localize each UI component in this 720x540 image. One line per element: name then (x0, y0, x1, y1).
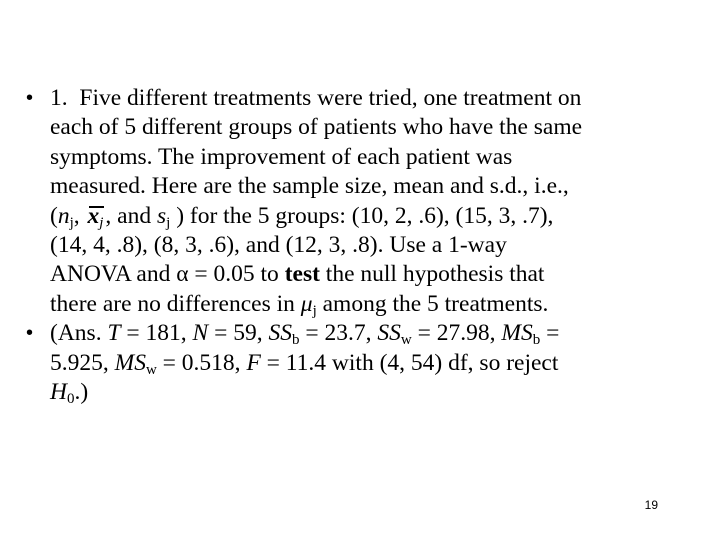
ssb-symbol: SS (268, 320, 292, 347)
problem-data: ) for the 5 groups: (10, 2, .6), (15, 3, .7), (14, 4, .8), (8, 3, .6), and (12, 3, .8). Use a 1-way ANOVA and α = 0.05 to (50, 202, 554, 288)
msb-symbol: MS (501, 320, 533, 347)
T-symbol: T (107, 320, 121, 347)
s-subscript: j (166, 214, 171, 231)
bullet-answer: • (Ans. T = 181, N = 59, $SS_b = 23.7$, $SS_w = 27.98$, $MS_b = 5.925$, $MS_w = 0.518$, F = 11.4 with (4, 54) df, so reject $H_0$.) (26, 320, 560, 408)
n-subscript: j (69, 214, 74, 231)
problem-number: 1. (50, 85, 68, 111)
x-bar-symbol: $x_j$ (87, 202, 104, 231)
F-symbol: F (246, 349, 261, 376)
N-symbol: N (192, 320, 209, 347)
bullet-dot: • (26, 87, 34, 109)
bullet-dot: • (26, 322, 34, 345)
H-symbol: H (50, 379, 67, 406)
test-word: test (284, 261, 320, 288)
bullet-list (26, 84, 586, 407)
mu-symbol: μ (300, 290, 313, 317)
msw-symbol: MS (114, 349, 146, 376)
mu-subscript: j (312, 302, 317, 319)
page-number: 19 (644, 498, 658, 512)
problem-intro: Five different treatments were tried, one treatment on each of 5 different groups of patients who have the same symptoms. The improvement of each patient was measured. Here are the sample size, mean and s.d., i.e., (50, 85, 583, 200)
ssw-symbol: SS (377, 320, 401, 347)
n-symbol: n (57, 202, 70, 229)
bullet-problem: • 1. Five different treatments were tried, one treatment on each of 5 different groups of patients who have the same symptoms. The improvement of each patient was measured. Here are the sample size, mean and s.d., i.e., ($n_j$, $x_j$, and $s_j$ ) for the 5 groups: (10, 2, .6), (15, 3, .7), (14, 4, .8), (8, 3, .6), and (12, 3, .8). Use a 1-way ANOVA and α = 0.05 to test the null hypothesis that there are no differences in $\mu_j$ among the 5 treatments. (26, 85, 583, 319)
s-symbol: s (156, 202, 167, 229)
